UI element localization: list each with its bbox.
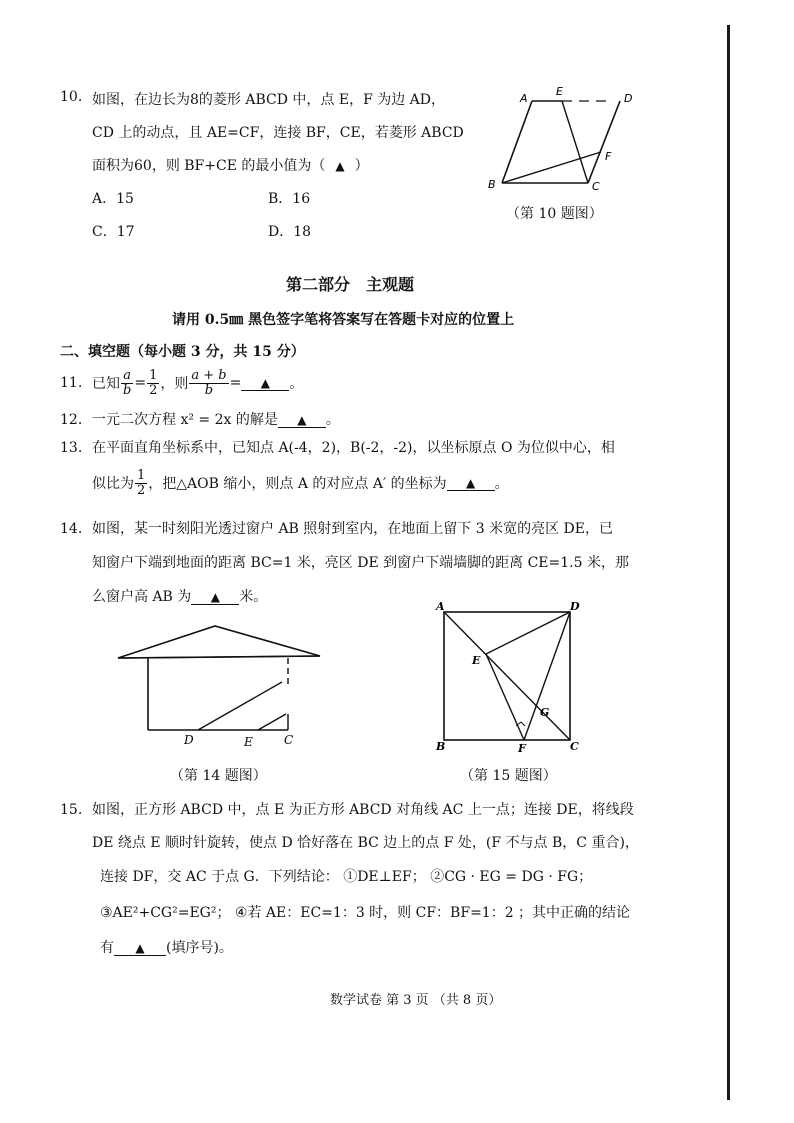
label-E: E (556, 85, 563, 98)
q14-line-3a: 么窗户高 AB 为 (92, 589, 192, 605)
q15-line-2: DE 绕点 E 顺时针旋转，使点 D 恰好落在 BC 边上的点 F 处，(F 不与点 B，C 重合)， (92, 835, 639, 851)
denominator: 2 (137, 482, 146, 498)
q15-caption: （第 15 题图） (460, 768, 557, 784)
q10-line-3-text: 面积为60，则 BF+CE 的最小值为（ (92, 158, 326, 174)
numerator: 1 (149, 367, 158, 383)
q15-line-5b: (填序号)。 (166, 940, 233, 956)
q13-number: 13. (60, 440, 83, 456)
q11-post: 。 (289, 376, 304, 392)
q15-line-3: 连接 DF，交 AC 于点 G．下列结论： ①DE⊥EF； ②CG · EG = DG · FG； (100, 869, 593, 885)
q15-line-5 (100, 937, 233, 957)
q11-number: 11. (60, 375, 83, 391)
q14-line-3 (92, 586, 267, 606)
numerator: 1 (137, 467, 146, 483)
q11-mid: ，则 (160, 376, 189, 392)
q13-line-1: 在平面直角坐标系中，已知点 A(-4，2)，B(-2，-2)，以坐标原点 O 为位似中心，相 (92, 440, 615, 456)
q14-line-3b: 米。 (239, 589, 268, 605)
numerator: a (123, 367, 132, 383)
label-D: D (184, 733, 194, 747)
question-12 (60, 409, 340, 429)
q13-line-2a: 似比为 (92, 476, 134, 492)
q14-line-2: 知窗户下端到地面的距离 BC=1 米，亮区 DE 到窗户下端墙脚的距离 CE=1.5 米，那 (92, 555, 629, 571)
label-F: F (605, 150, 612, 163)
option-label: A． (92, 191, 117, 207)
q15-square-figure (430, 598, 590, 758)
fraction-a-plus-b-over-b (189, 369, 228, 397)
q10-number: 10. (60, 89, 83, 105)
answer-blank: ▲ (447, 476, 495, 491)
label-A: A (436, 600, 445, 613)
q10-option-d (268, 221, 311, 241)
question-13 (60, 437, 615, 457)
label-B: B (436, 740, 446, 753)
question-11 (60, 366, 303, 400)
q10-caption: （第 10 题图） (506, 206, 603, 222)
q14-number: 14. (60, 521, 83, 537)
q10-rhombus-figure (480, 80, 650, 200)
q10-option-b (268, 188, 310, 208)
equals: = (134, 375, 147, 391)
q15-line-5a: 有 (100, 940, 114, 956)
fraction-one-half (135, 469, 147, 497)
answer-blank: ▲ (114, 941, 166, 956)
q13-post: 。 (494, 476, 509, 492)
option-label: B． (268, 191, 293, 207)
q15-line-1: 如图，正方形 ABCD 中，点 E 为正方形 ABCD 对角线 AC 上一点；连接 DE，将线段 (92, 802, 634, 818)
answer-blank: ▲ (241, 376, 289, 391)
part2-instruction: 请用 0.5㎜ 黑色签字笔将答案写在答题卡对应的位置上 (172, 312, 515, 328)
q10-option-c (92, 221, 135, 241)
question-14 (60, 518, 613, 538)
option-value: 18 (293, 224, 312, 240)
q12-post: 。 (325, 412, 340, 428)
q10-line-1: 如图，在边长为8的菱形 ABCD 中，点 E，F 为边 AD， (92, 92, 446, 108)
page-footer: 数学试卷 第 3 页 （共 8 页） (330, 993, 502, 1008)
label-D: D (570, 600, 580, 613)
label-B: B (488, 178, 496, 191)
q10-line-2: CD 上的动点，且 AE=CF，连接 BF，CE，若菱形 ABCD (92, 125, 464, 141)
page-edge-rule (727, 25, 730, 1100)
label-C: C (570, 740, 579, 753)
label-D: D (624, 92, 633, 105)
equals: = (229, 375, 242, 391)
fraction-a-over-b (121, 369, 133, 397)
option-label: D． (268, 224, 294, 240)
q10-line-3-close: ） (354, 158, 369, 174)
label-F: F (518, 742, 526, 755)
answer-mark: ▲ (335, 159, 345, 173)
label-C: C (284, 733, 294, 747)
q12-text: 一元二次方程 x² = 2x 的解是 (92, 412, 278, 428)
section-2-heading: 二、填空题（每小题 3 分，共 15 分） (60, 344, 305, 360)
answer-blank: ▲ (278, 413, 326, 428)
q15-number: 15. (60, 802, 83, 818)
label-E: E (472, 654, 481, 667)
fraction-one-half (147, 369, 159, 397)
option-value: 16 (292, 191, 311, 207)
option-value: 15 (116, 191, 134, 207)
option-value: 17 (116, 224, 135, 240)
q14-house-figure (110, 622, 330, 750)
question-15 (60, 799, 634, 819)
option-label: C． (92, 224, 117, 240)
q10-option-a (92, 188, 134, 208)
q10-line-3 (92, 155, 369, 175)
q14-line-1: 如图，某一时刻阳光透过窗户 AB 照射到室内，在地面上留下 3 米宽的亮区 DE，已 (92, 521, 613, 537)
part2-title: 第二部分 主观题 (286, 275, 415, 294)
label-E: E (244, 735, 253, 749)
q11-pre: 已知 (92, 376, 120, 392)
q13-line-2 (92, 466, 509, 500)
q12-number: 12. (60, 412, 83, 428)
denominator: b (123, 382, 132, 398)
denominator: b (204, 382, 214, 398)
label-A: A (520, 92, 528, 105)
numerator: a + b (191, 367, 227, 383)
label-G: G (540, 706, 550, 719)
q15-line-4: ③AE²+CG²=EG²； ④若 AE：EC=1：3 时，则 CF：BF=1：2 ；其中正确的结论 (100, 905, 631, 921)
answer-blank: ▲ (191, 590, 239, 605)
q14-caption: （第 14 题图） (170, 768, 267, 784)
q13-line-2b: ，把△AOB 缩小，则点 A 的对应点 A′ 的坐标为 (148, 476, 447, 492)
denominator: 2 (149, 382, 158, 398)
label-C: C (592, 180, 600, 193)
